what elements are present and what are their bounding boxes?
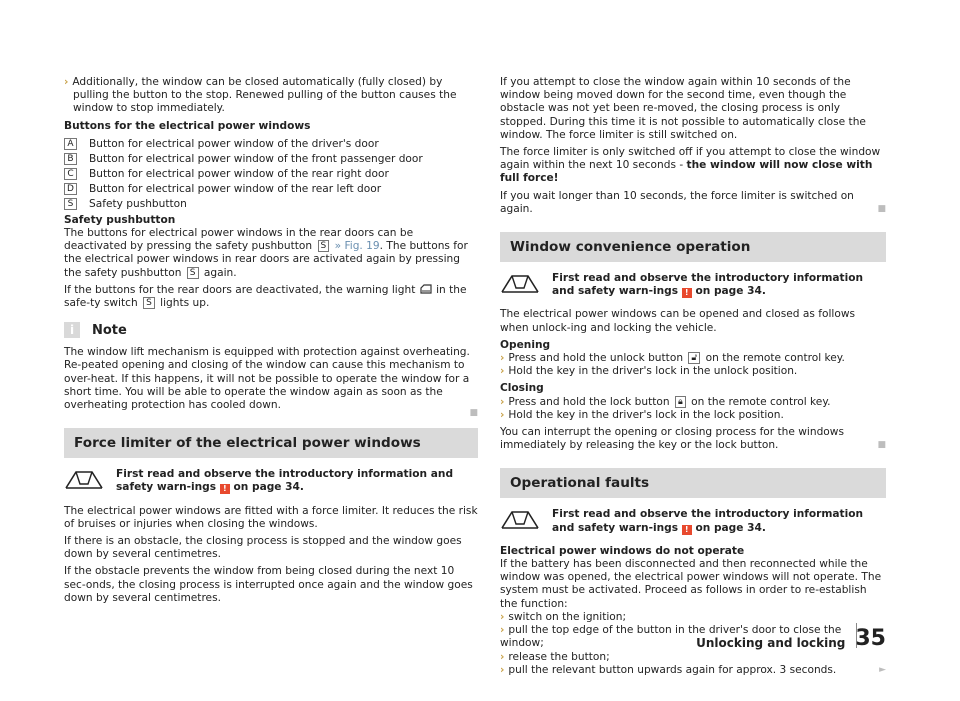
closing-heading: Closing xyxy=(500,382,544,395)
list-item: › Hold the key in the driver's lock in the unlock position. xyxy=(500,365,798,378)
list-item: S Safety pushbutton xyxy=(64,197,478,212)
arrow-icon: › xyxy=(500,610,505,623)
key-badge: B xyxy=(64,153,77,165)
paragraph: If the obstacle prevents the window from being closed during the next 10 sec-onds, the closing process is interrupted once again and the window goes down by several centimetres. xyxy=(64,565,473,604)
key-badge: S xyxy=(143,297,155,309)
paragraph: If you attempt to close the window again within 10 seconds of the window being moved down for the second time, even though the obstacle was not yet been re-moved, the closing process is only stopped. During this time it is not possible to automatically close the window. The force limiter is still switched on. xyxy=(500,76,866,141)
page-number: 35 xyxy=(855,626,886,651)
warning-light-paragraph: If the buttons for the rear doors are deactivated, the warning light in the safe-ty switch S lights up. xyxy=(64,283,467,310)
note-header xyxy=(64,322,478,338)
section-title-operational-faults: Operational faults xyxy=(500,468,886,498)
list-item: D Button for electrical power window of the rear left door xyxy=(64,182,478,197)
continue-arrow-icon: ► xyxy=(879,664,886,675)
section-title-force-limiter: Force limiter of the electrical power windows xyxy=(64,428,478,458)
opening-heading: Opening xyxy=(500,338,551,351)
paragraph: You can interrupt the opening or closing process for the windows immediately by releasing the key or the lock button. ■ xyxy=(500,426,886,452)
list-item: › Hold the key in the driver's lock in the lock position. xyxy=(500,408,784,421)
paragraph: If you wait longer than 10 seconds, the force limiter is switched on again. ■ xyxy=(500,189,886,215)
warning-icon: ! xyxy=(220,484,230,494)
arrow-icon: › xyxy=(500,650,505,663)
arrow-icon: › xyxy=(500,365,505,378)
buttons-heading: Buttons for the electrical power windows xyxy=(64,119,311,132)
arrow-icon: › xyxy=(500,624,505,637)
key-badge: S xyxy=(187,267,199,279)
key-badge: A xyxy=(64,138,77,150)
list-item: › pull the relevant button upwards again for approx. 3 seconds. ► xyxy=(500,663,886,676)
window-lock-warning-icon xyxy=(419,284,433,294)
list-item: B Button for electrical power window of the front passenger door xyxy=(64,152,478,167)
info-icon: i xyxy=(64,322,80,338)
book-icon xyxy=(64,468,104,492)
key-badge: D xyxy=(64,183,77,195)
page-footer xyxy=(696,628,886,650)
buttons-list xyxy=(64,137,478,212)
right-column xyxy=(500,76,886,677)
paragraph: If the battery has been disconnected and then reconnected while the window was opened, the electrical power windows will not operate. The system must be activated. Proceed as follows in order to re-establish the function: xyxy=(500,558,882,610)
read-first-notice: First read and observe the introductory information and safety warn-ings ! on page 34. xyxy=(500,272,886,298)
arrow-icon: › xyxy=(64,76,69,88)
list-item: › pull the top edge of the button in the driver's door to close the window; xyxy=(500,624,842,650)
read-first-notice: First read and observe the introductory information and safety warn-ings ! on page 34. xyxy=(500,508,886,534)
book-icon xyxy=(500,272,540,296)
list-item: C Button for electrical power window of the rear right door xyxy=(64,167,478,182)
arrow-icon: › xyxy=(500,663,505,676)
key-badge: C xyxy=(64,168,77,180)
end-mark-icon: ■ xyxy=(469,408,478,419)
safety-paragraph: Safety pushbutton The buttons for electrical power windows in the rear doors can be deactivated by pressing the safety pushbutton S » Fig. 19. The buttons for the electrical power windows in rear doors are activated again by pressing the safety pushbutton S again. xyxy=(64,213,468,279)
read-first-notice: First read and observe the introductory information and safety warn-ings ! on page 34. xyxy=(64,468,478,494)
end-mark-icon: ■ xyxy=(877,440,886,451)
unlock-button-icon: 🔓︎ xyxy=(688,352,700,364)
key-badge: S xyxy=(318,240,330,252)
list-item: A Button for electrical power window of the driver's door xyxy=(64,137,478,152)
paragraph: The electrical power windows are fitted with a force limiter. It reduces the risk of bruises or injuries when closing the windows. xyxy=(64,504,478,530)
list-item: › switch on the ignition; xyxy=(500,610,627,623)
note-title: Note xyxy=(92,322,127,338)
list-item: › release the button; xyxy=(500,650,610,663)
warning-icon: ! xyxy=(682,288,692,298)
paragraph: The electrical power windows can be opened and closed as follows when unlock-ing and locking the vehicle. xyxy=(500,308,856,334)
key-badge: S xyxy=(64,198,77,210)
arrow-icon: › xyxy=(500,395,505,408)
book-icon xyxy=(500,508,540,532)
left-column xyxy=(64,76,478,609)
end-mark-icon: ■ xyxy=(877,203,886,214)
arrow-icon: › xyxy=(500,408,505,421)
footer-section-title: Unlocking and locking xyxy=(696,635,846,650)
figure-link[interactable]: » Fig. 19 xyxy=(334,240,380,253)
arrow-icon: › xyxy=(500,352,505,365)
note-text: The window lift mechanism is equipped with protection against overheating. Re-peated opening and closing of the window can cause this mechanism to over-heat. If this happens, it will not be possible to operate the window for a short time. You will be able to operate the window again as soon as the overheating protection has cooled down. ■ xyxy=(64,346,478,412)
paragraph: The force limiter is only switched off if you attempt to close the window again within the next 10 seconds - the window will now close with full force! xyxy=(500,146,881,185)
list-item: › Press and hold the unlock button 🔓︎ on the remote control key. xyxy=(500,352,845,365)
section-title-window-convenience: Window convenience operation xyxy=(500,232,886,262)
lock-button-icon: 🔒︎ xyxy=(675,396,686,408)
faults-heading: Electrical power windows do not operate xyxy=(500,544,745,557)
paragraph: If there is an obstacle, the closing process is stopped and the window goes down by several centimetres. xyxy=(64,535,462,561)
intro-paragraph: › Additionally, the window can be closed automatically (fully closed) by pulling the button to the stop. Renewed pulling of the button causes the window to stop immediately. xyxy=(64,76,457,115)
warning-icon: ! xyxy=(682,525,692,535)
safety-heading: Safety pushbutton xyxy=(64,213,176,226)
list-item: › Press and hold the lock button 🔒︎ on the remote control key. xyxy=(500,395,831,408)
